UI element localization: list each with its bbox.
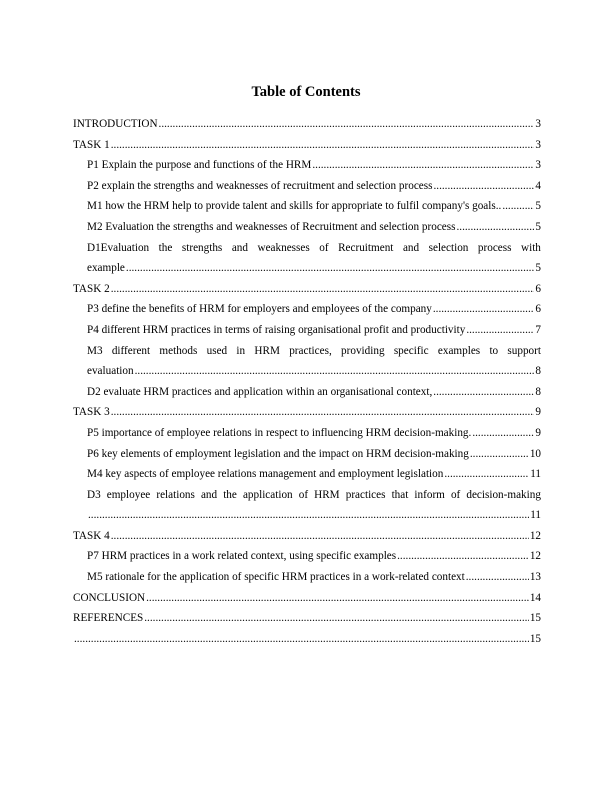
toc-title: Table of Contents xyxy=(251,84,361,100)
toc-leader-dots xyxy=(466,567,529,588)
toc-page-number: 7 xyxy=(535,323,541,336)
toc-leader-dots xyxy=(444,464,529,485)
toc-page-number: 5 xyxy=(535,200,541,213)
toc-entry[interactable] xyxy=(73,444,541,465)
toc-entry[interactable] xyxy=(73,196,541,217)
toc-page-number: 15 xyxy=(529,612,541,625)
toc-entry[interactable] xyxy=(73,546,541,567)
toc-entry[interactable] xyxy=(73,526,541,547)
toc-leader-dots xyxy=(88,505,529,526)
toc-entry-text: D3 employee relations and the application of HRM practices that inform of decision-making xyxy=(87,488,541,501)
toc-page-number: 14 xyxy=(529,591,541,604)
toc-entry-text: example xyxy=(87,262,125,275)
toc-page-number: 5 xyxy=(535,262,541,275)
toc-page-number: 11 xyxy=(530,509,541,522)
toc-entry[interactable] xyxy=(73,341,541,362)
toc-entry-text: M1 how the HRM help to provide talent and skills for appropriate to fulfil company's goals.. xyxy=(87,200,502,213)
toc-entry[interactable] xyxy=(73,608,541,629)
toc-page-number: 3 xyxy=(535,159,541,172)
toc-page-number: 6 xyxy=(535,303,541,316)
toc-leader-dots xyxy=(470,444,529,465)
toc-entry[interactable] xyxy=(73,402,541,423)
toc-leader-dots xyxy=(111,135,535,156)
toc-leader-dots xyxy=(111,526,529,547)
toc-entry-text: REFERENCES xyxy=(73,612,144,625)
toc-leader-dots xyxy=(74,629,529,650)
toc-page-number: 9 xyxy=(535,426,541,439)
toc-leader-dots xyxy=(159,114,535,135)
toc-page-number: 5 xyxy=(535,220,541,233)
toc-entry[interactable] xyxy=(73,176,541,197)
toc-leader-dots xyxy=(456,217,534,238)
toc-leader-dots xyxy=(433,176,534,197)
toc-page-number: 9 xyxy=(535,406,541,419)
toc-entry[interactable] xyxy=(73,567,541,588)
toc-entry[interactable] xyxy=(73,279,541,300)
toc-entry[interactable] xyxy=(73,629,541,650)
toc-entry[interactable] xyxy=(73,238,541,259)
toc-entry[interactable] xyxy=(73,155,541,176)
toc-entry-text: M2 Evaluation the strengths and weaknesses of Recruitment and selection process xyxy=(87,220,456,233)
toc-entry[interactable] xyxy=(73,464,541,485)
toc-entry-text: P1 Explain the purpose and functions of the HRM xyxy=(87,159,312,172)
toc-entry-text: CONCLUSION xyxy=(73,591,146,604)
toc-page-number: 3 xyxy=(535,118,541,130)
toc-leader-dots xyxy=(144,608,529,629)
toc-entry-text: P3 define the benefits of HRM for employers and employees of the company xyxy=(87,303,432,316)
toc-leader-dots xyxy=(397,546,529,567)
toc-page-number: 11 xyxy=(530,468,541,481)
toc-page-number: 3 xyxy=(535,138,541,151)
toc-leader-dots xyxy=(111,279,535,300)
toc-leader-dots xyxy=(502,196,534,217)
toc-leader-dots xyxy=(466,320,534,341)
toc-entry-text: M3 different methods used in HRM practices, providing specific examples to support xyxy=(87,344,541,357)
toc-entry-text: D1Evaluation the strengths and weaknesses of Recruitment and selection process with xyxy=(87,241,541,254)
toc-entry-text: P6 key elements of employment legislation and the impact on HRM decision-making xyxy=(87,447,469,460)
toc-page-number: 8 xyxy=(535,365,541,378)
toc-leader-dots xyxy=(433,299,535,320)
toc-entry-text: TASK 1 xyxy=(73,138,110,151)
toc-entry[interactable] xyxy=(73,423,541,444)
toc-entry[interactable] xyxy=(73,505,541,526)
toc-page-number: 13 xyxy=(529,571,541,584)
toc-entry[interactable] xyxy=(73,485,541,506)
toc-entry-text: TASK 4 xyxy=(73,529,110,542)
toc-entry[interactable] xyxy=(73,361,541,382)
toc-leader-dots xyxy=(312,155,534,176)
toc-entry-text: P4 different HRM practices in terms of raising organisational profit and productivity xyxy=(87,323,466,336)
toc-page-number: 10 xyxy=(529,447,541,460)
toc-entry[interactable] xyxy=(73,135,541,156)
toc-entry-text: P7 HRM practices in a work related context, using specific examples xyxy=(87,550,397,563)
toc-leader-dots xyxy=(135,361,535,382)
toc-entry-text: INTRODUCTION xyxy=(73,118,158,130)
toc-entry-text: P2 explain the strengths and weaknesses of recruitment and selection process xyxy=(87,179,433,192)
toc-leader-dots xyxy=(472,423,534,444)
toc-entry-text: M4 key aspects of employee relations management and employment legislation xyxy=(87,468,444,481)
toc-entry-text: TASK 2 xyxy=(73,282,110,295)
toc-page-number: 4 xyxy=(535,179,541,192)
toc-page-number: 6 xyxy=(535,282,541,295)
toc-entry[interactable] xyxy=(73,320,541,341)
toc-entry-text: M5 rationale for the application of specific HRM practices in a work-related context xyxy=(87,571,465,584)
toc-page-number: 12 xyxy=(529,550,541,563)
toc-entry-text: P5 importance of employee relations in respect to influencing HRM decision-making. xyxy=(87,426,472,439)
toc-entry-text: evaluation xyxy=(87,365,134,378)
toc-page-number: 15 xyxy=(529,632,541,645)
toc-entry[interactable] xyxy=(73,299,541,320)
toc-leader-dots xyxy=(111,402,535,423)
toc-page-number: 12 xyxy=(529,529,541,542)
toc-leader-dots xyxy=(433,382,534,403)
toc-entry-text: TASK 3 xyxy=(73,406,110,419)
toc-list xyxy=(73,114,541,649)
toc-leader-dots xyxy=(126,258,535,279)
toc-page-number: 8 xyxy=(535,385,541,398)
toc-leader-dots xyxy=(146,588,529,609)
toc-entry[interactable] xyxy=(73,382,541,403)
toc-entry[interactable] xyxy=(73,114,541,135)
toc-entry[interactable] xyxy=(73,258,541,279)
toc-entry[interactable] xyxy=(73,588,541,609)
toc-entry[interactable] xyxy=(73,217,541,238)
toc-entry-text: D2 evaluate HRM practices and application within an organisational context, xyxy=(87,385,433,398)
